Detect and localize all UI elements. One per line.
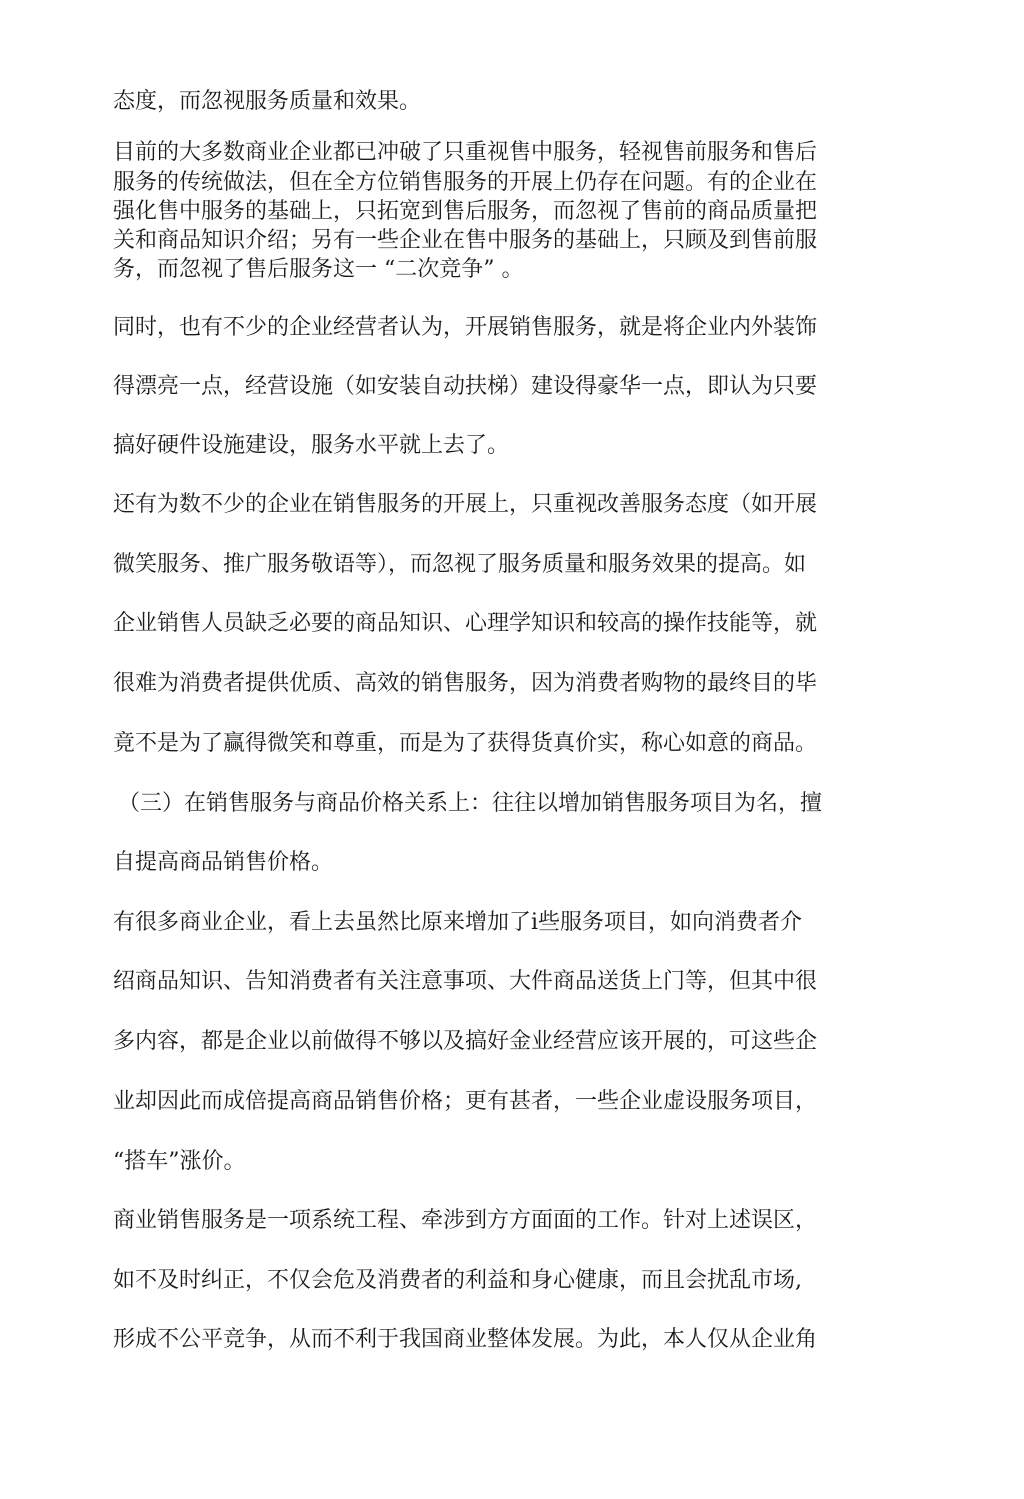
text-line: 务，而忽视了售后服务这一 “二次竞争” 。 — [113, 257, 524, 282]
text-line: 还有为数不少的企业在销售服务的开展上，只重视改善服务态度（如开展 — [113, 492, 818, 517]
text-line: 业却因此而成倍提高商品销售价格；更有甚者，一些企业虚设服务项目， — [113, 1089, 818, 1114]
text-line: 搞好硬件设施建设，服务水平就上去了。 — [113, 433, 510, 458]
text-line: 绍商品知识、告知消费者有关注意事项、大件商品送货上门等，但其中很 — [113, 969, 818, 994]
text-line: 很难为消费者提供优质、高效的销售服务，因为消费者购物的最终目的毕 — [113, 671, 818, 696]
text-line: 如不及时纠正，不仅会危及消费者的利益和身心健康，而且会扰乱市场, — [113, 1268, 802, 1293]
text-line: “搭车”涨价。 — [113, 1149, 246, 1174]
text-line: 得漂亮一点，经营设施（如安装自动扶梯）建设得豪华一点，即认为只要 — [113, 374, 818, 399]
text-line: 服务的传统做法，但在全方位销售服务的开展上仍存在问题。有的企业在 — [113, 170, 818, 195]
text-line: 关和商品知识介绍；另有一些企业在售中服务的基础上，只顾及到售前服 — [113, 228, 818, 253]
text-line: 态度，而忽视服务质量和效果。 — [113, 89, 422, 114]
text-line: 目前的大多数商业企业都已冲破了只重视售中服务，轻视售前服务和售后 — [113, 140, 818, 165]
text-line: 竟不是为了赢得微笑和尊重，而是为了获得货真价实，称心如意的商品。 — [113, 731, 818, 756]
section-heading: （三）在销售服务与商品价格关系上：往往以增加销售服务项目为名，擅 — [118, 791, 823, 816]
text-line: 商业销售服务是一项系统工程、牵涉到方方面面的工作。针对上述误区， — [113, 1208, 818, 1233]
text-line: 同时，也有不少的企业经营者认为，开展销售服务，就是将企业内外装饰 — [113, 315, 818, 340]
text-line: 多内容，都是企业以前做得不够以及搞好金业经营应该开展的，可这些企 — [113, 1029, 818, 1054]
text-line: 自提高商品销售价格。 — [113, 850, 334, 875]
text-line: 有很多商业企业，看上去虽然比原来增加了i些服务项目，如向消费者介 — [113, 910, 803, 935]
text-line: 强化售中服务的基础上，只拓宽到售后服务，而忽视了售前的商品质量把 — [113, 199, 818, 224]
text-line: 企业销售人员缺乏必要的商品知识、心理学知识和较高的操作技能等，就 — [113, 611, 818, 636]
text-line: 形成不公平竞争，从而不利于我国商业整体发展。为此，本人仅从企业角 — [113, 1327, 818, 1352]
text-line: 微笑服务、推广服务敬语等），而忽视了服务质量和服务效果的提高。如 — [113, 552, 807, 577]
